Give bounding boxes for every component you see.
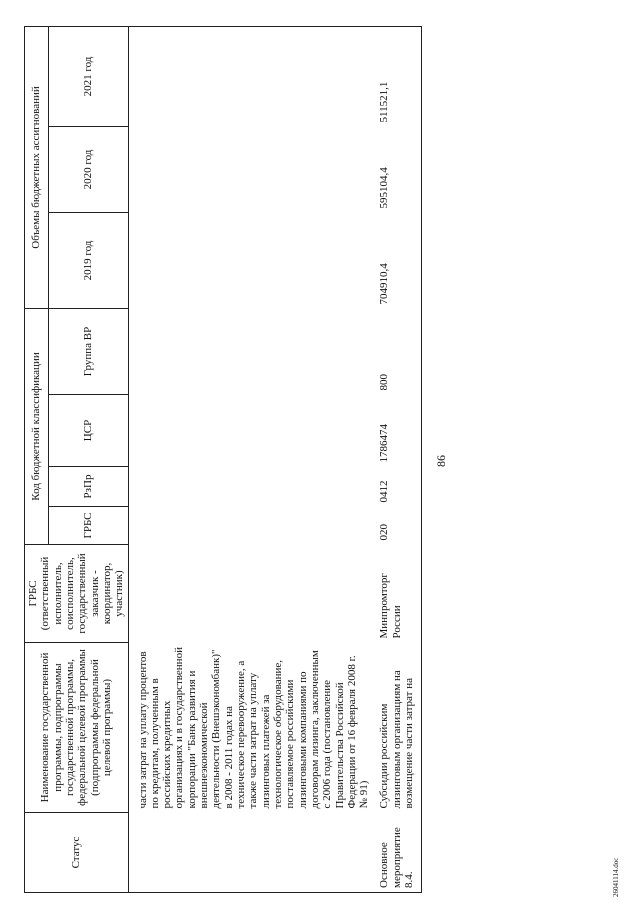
cell-csr: [128, 395, 372, 467]
cell-vr: [128, 308, 372, 394]
cell-status: Основное мероприятие 8.4.: [372, 813, 417, 893]
header-csr: ЦСР: [49, 395, 128, 467]
cell-2020: [128, 126, 372, 212]
header-rzpr: РзПр: [49, 467, 128, 507]
cell-2020: 595104,4: [378, 167, 391, 209]
table-row: [372, 26, 417, 892]
cell-rzpr: [128, 467, 372, 507]
cell-csr: 1786474: [378, 424, 391, 463]
footer-filename: 26041114.doc: [612, 857, 620, 897]
header-2021: 2021 год: [49, 26, 128, 126]
cell-grbs: [128, 545, 372, 643]
cell-grbs-code: 020: [378, 524, 391, 541]
cell-2019: 704910,4: [378, 263, 391, 305]
cell-name: части затрат на уплату процентов по кредитам, полученным в российских кредитных организациях и в государственной корпорации "Банк развития и внешнеэкономической деятельности (Внешэкономбанк)" в 2008 - 2011 годах на техническое перевооружение, а также части затрат на уплату лизинговых платежей за технологическое оборудование, поставляемое российскими лизинговыми компаниями по договорам лизинга, заключенным с 2006 года (постановление Правительства Российской Федерации от 16 февраля 2008 г. № 91): [136, 647, 371, 809]
cell-2021: [128, 26, 372, 126]
table-row: [128, 26, 372, 892]
header-status: Статус: [25, 813, 129, 893]
header-grbs: ГРБС (ответственный исполнитель, соисполнитель, государственный заказчик - координатор, участник): [25, 545, 129, 643]
table-bottom-edge: [417, 26, 422, 892]
cell-name: Субсидии российским лизинговым организациям на возмещение части затрат на: [378, 670, 416, 809]
header-vr: Группа ВР: [49, 308, 128, 394]
cell-grbs: Минпромторг России: [378, 573, 403, 639]
header-name: Наименование государственной программы, подпрограммы государственной программы, федеральной целевой программы (подпрограммы федеральной целевой программы): [25, 643, 129, 813]
header-volumes: Объемы бюджетных ассигнований: [25, 26, 49, 308]
cell-2019: [128, 212, 372, 308]
budget-table: [24, 26, 422, 893]
cell-grbs-code: [128, 507, 372, 545]
cell-rzpr: 0412: [378, 480, 391, 503]
header-2019: 2019 год: [49, 212, 128, 308]
cell-2021: 511521,1: [372, 26, 417, 126]
cell-status: [128, 813, 372, 893]
page-number: 86: [434, 455, 448, 467]
header-2020: 2020 год: [49, 126, 128, 212]
cell-vr: 800: [378, 374, 391, 391]
header-grbs-code: ГРБС: [49, 507, 128, 545]
header-budget-code: Код бюджетной классификации: [25, 308, 49, 544]
